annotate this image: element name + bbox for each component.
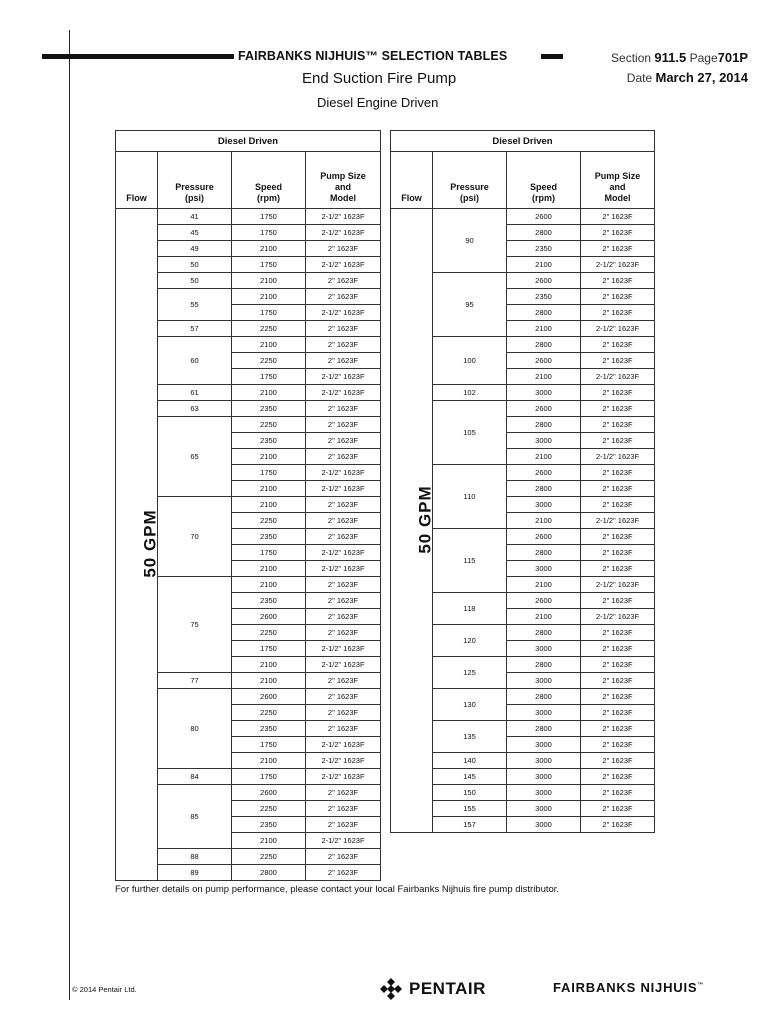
speed-cell: 1750 <box>232 369 306 385</box>
pump-model-cell: 2-1/2" 1623F <box>306 561 381 577</box>
speed-cell: 2800 <box>507 689 581 705</box>
speed-cell: 2350 <box>232 593 306 609</box>
speed-cell: 2100 <box>232 337 306 353</box>
speed-cell: 2100 <box>507 609 581 625</box>
speed-cell: 2800 <box>507 417 581 433</box>
pump-model-cell: 2-1/2" 1623F <box>306 769 381 785</box>
pump-model-cell: 2" 1623F <box>306 513 381 529</box>
pressure-cell: 85 <box>158 785 232 849</box>
pump-model-cell: 2-1/2" 1623F <box>306 833 381 849</box>
pump-model-cell: 2" 1623F <box>306 273 381 289</box>
speed-cell: 2600 <box>232 689 306 705</box>
speed-cell: 2800 <box>507 545 581 561</box>
pump-model-cell: 2" 1623F <box>306 593 381 609</box>
pressure-cell: 115 <box>433 529 507 593</box>
pentair-diamond-icon <box>378 978 404 1000</box>
margin-rule <box>69 30 70 1000</box>
pressure-cell: 102 <box>433 385 507 401</box>
pump-model-cell: 2-1/2" 1623F <box>306 737 381 753</box>
pump-model-cell: 2" 1623F <box>581 289 655 305</box>
pressure-cell: 135 <box>433 721 507 753</box>
pressure-cell: 155 <box>433 801 507 817</box>
table-group-header: Diesel Driven <box>116 131 381 152</box>
pump-model-cell: 2" 1623F <box>581 497 655 513</box>
col-header-flow: Flow <box>391 152 433 209</box>
speed-cell: 3000 <box>507 817 581 833</box>
pump-model-cell: 2-1/2" 1623F <box>306 481 381 497</box>
pump-model-cell: 2" 1623F <box>306 497 381 513</box>
speed-cell: 2350 <box>232 529 306 545</box>
pump-model-cell: 2" 1623F <box>306 625 381 641</box>
pressure-cell: 100 <box>433 337 507 385</box>
pressure-cell: 65 <box>158 417 232 497</box>
pump-model-cell: 2" 1623F <box>581 481 655 497</box>
speed-cell: 2250 <box>232 417 306 433</box>
pump-model-cell: 2-1/2" 1623F <box>581 449 655 465</box>
page-value: 701P <box>717 50 748 65</box>
pump-model-cell: 2" 1623F <box>581 785 655 801</box>
speed-cell: 3000 <box>507 753 581 769</box>
pump-model-cell: 2" 1623F <box>306 401 381 417</box>
speed-cell: 1750 <box>232 305 306 321</box>
pressure-cell: 70 <box>158 497 232 577</box>
pump-model-cell: 2" 1623F <box>581 273 655 289</box>
pump-model-cell: 2" 1623F <box>581 433 655 449</box>
speed-cell: 2100 <box>232 561 306 577</box>
table-column-header-row <box>116 152 381 209</box>
pump-model-cell: 2" 1623F <box>306 529 381 545</box>
col-header-speed: Speed (rpm) <box>232 152 306 209</box>
speed-cell: 2600 <box>232 785 306 801</box>
pressure-cell: 105 <box>433 401 507 465</box>
pump-model-cell: 2-1/2" 1623F <box>581 609 655 625</box>
pump-model-cell: 2" 1623F <box>306 289 381 305</box>
speed-cell: 2800 <box>507 481 581 497</box>
speed-cell: 2100 <box>232 833 306 849</box>
pump-model-cell: 2" 1623F <box>581 689 655 705</box>
speed-cell: 1750 <box>232 769 306 785</box>
speed-cell: 2250 <box>232 513 306 529</box>
pressure-cell: 90 <box>433 209 507 273</box>
speed-cell: 2100 <box>507 449 581 465</box>
speed-cell: 1750 <box>232 225 306 241</box>
pressure-cell: 80 <box>158 689 232 769</box>
pump-model-cell: 2" 1623F <box>306 321 381 337</box>
date-value: March 27, 2014 <box>655 70 748 85</box>
pump-model-cell: 2" 1623F <box>581 657 655 673</box>
date-info <box>627 70 748 85</box>
speed-cell: 2100 <box>507 513 581 529</box>
pump-model-cell: 2" 1623F <box>581 753 655 769</box>
pump-model-cell: 2" 1623F <box>581 417 655 433</box>
speed-cell: 1750 <box>232 257 306 273</box>
speed-cell: 2600 <box>507 401 581 417</box>
flow-cell <box>116 209 158 881</box>
pressure-cell: 130 <box>433 689 507 721</box>
speed-cell: 2100 <box>507 321 581 337</box>
pump-model-cell: 2-1/2" 1623F <box>306 209 381 225</box>
speed-cell: 2800 <box>507 625 581 641</box>
speed-cell: 2800 <box>507 337 581 353</box>
speed-cell: 2100 <box>507 577 581 593</box>
speed-cell: 2800 <box>507 225 581 241</box>
speed-cell: 3000 <box>507 641 581 657</box>
pump-model-cell: 2" 1623F <box>306 417 381 433</box>
speed-cell: 2350 <box>232 817 306 833</box>
speed-cell: 1750 <box>232 545 306 561</box>
pressure-cell: 45 <box>158 225 232 241</box>
speed-cell: 2600 <box>232 609 306 625</box>
pressure-cell: 50 <box>158 273 232 289</box>
speed-cell: 2600 <box>507 529 581 545</box>
pump-model-cell: 2" 1623F <box>306 817 381 833</box>
pump-model-cell: 2" 1623F <box>306 433 381 449</box>
speed-cell: 2100 <box>232 449 306 465</box>
pump-model-cell: 2-1/2" 1623F <box>306 465 381 481</box>
pressure-cell: 150 <box>433 785 507 801</box>
speed-cell: 2600 <box>507 465 581 481</box>
pump-model-cell: 2-1/2" 1623F <box>306 225 381 241</box>
speed-cell: 2600 <box>507 209 581 225</box>
pump-model-cell: 2" 1623F <box>581 737 655 753</box>
pump-model-cell: 2" 1623F <box>306 865 381 881</box>
pump-model-cell: 2" 1623F <box>581 545 655 561</box>
table-group-header-row <box>116 131 381 152</box>
col-header-pump-model: Pump Size and Model <box>581 152 655 209</box>
pump-model-cell: 2" 1623F <box>306 241 381 257</box>
pump-model-cell: 2-1/2" 1623F <box>306 257 381 273</box>
pump-model-cell: 2" 1623F <box>581 705 655 721</box>
table-row <box>391 209 655 225</box>
col-header-pressure: Pressure (psi) <box>158 152 232 209</box>
pressure-cell: 118 <box>433 593 507 625</box>
speed-cell: 2800 <box>507 305 581 321</box>
fairbanks-wordmark: FAIRBANKS NIJHUIS <box>553 980 698 995</box>
pump-model-cell: 2-1/2" 1623F <box>306 369 381 385</box>
speed-cell: 2100 <box>232 273 306 289</box>
pressure-cell: 84 <box>158 769 232 785</box>
speed-cell: 3000 <box>507 497 581 513</box>
trademark-mark: ™ <box>697 982 705 989</box>
pump-model-cell: 2-1/2" 1623F <box>581 577 655 593</box>
pump-model-cell: 2" 1623F <box>581 353 655 369</box>
selection-table-left <box>115 130 381 881</box>
speed-cell: 2100 <box>232 497 306 513</box>
document-title: FAIRBANKS NIJHUIS™ SELECTION TABLES <box>238 49 508 63</box>
pressure-cell: 63 <box>158 401 232 417</box>
pressure-cell: 157 <box>433 817 507 833</box>
pump-model-cell: 2" 1623F <box>306 785 381 801</box>
selection-table-right <box>390 130 655 833</box>
pump-model-cell: 2" 1623F <box>581 817 655 833</box>
col-header-flow: Flow <box>116 152 158 209</box>
pump-model-cell: 2" 1623F <box>306 577 381 593</box>
speed-cell: 1750 <box>232 465 306 481</box>
pump-model-cell: 2" 1623F <box>306 721 381 737</box>
pump-model-cell: 2" 1623F <box>581 673 655 689</box>
fairbanks-nijhuis-logo <box>553 980 704 995</box>
pump-model-cell: 2" 1623F <box>306 609 381 625</box>
speed-cell: 2250 <box>232 353 306 369</box>
speed-cell: 2100 <box>232 657 306 673</box>
speed-cell: 2600 <box>507 273 581 289</box>
speed-cell: 2350 <box>507 289 581 305</box>
pump-model-cell: 2" 1623F <box>306 689 381 705</box>
pump-model-cell: 2" 1623F <box>581 225 655 241</box>
pump-model-cell: 2-1/2" 1623F <box>581 321 655 337</box>
speed-cell: 3000 <box>507 673 581 689</box>
speed-cell: 2250 <box>232 321 306 337</box>
pressure-cell: 49 <box>158 241 232 257</box>
pressure-cell: 140 <box>433 753 507 769</box>
pump-model-cell: 2" 1623F <box>581 593 655 609</box>
pump-model-cell: 2" 1623F <box>581 209 655 225</box>
pump-model-cell: 2" 1623F <box>581 641 655 657</box>
pressure-cell: 61 <box>158 385 232 401</box>
section-page-info <box>611 50 748 65</box>
pressure-cell: 89 <box>158 865 232 881</box>
pump-model-cell: 2-1/2" 1623F <box>581 513 655 529</box>
pentair-logo <box>378 978 486 1000</box>
pump-model-cell: 2" 1623F <box>306 449 381 465</box>
col-header-pump-model: Pump Size and Model <box>306 152 381 209</box>
speed-cell: 2800 <box>232 865 306 881</box>
speed-cell: 2250 <box>232 801 306 817</box>
pentair-wordmark: PENTAIR <box>409 979 486 998</box>
speed-cell: 2800 <box>507 721 581 737</box>
pump-model-cell: 2" 1623F <box>581 529 655 545</box>
document-subtitle: End Suction Fire Pump <box>302 70 457 87</box>
copyright: © 2014 Pentair Ltd. <box>72 985 137 994</box>
speed-cell: 1750 <box>232 737 306 753</box>
flow-cell <box>391 209 433 833</box>
pump-model-cell: 2-1/2" 1623F <box>306 545 381 561</box>
pressure-cell: 77 <box>158 673 232 689</box>
pump-model-cell: 2" 1623F <box>306 353 381 369</box>
speed-cell: 2100 <box>232 289 306 305</box>
speed-cell: 2250 <box>232 849 306 865</box>
table-row <box>116 209 381 225</box>
pressure-cell: 125 <box>433 657 507 689</box>
pump-model-cell: 2" 1623F <box>581 305 655 321</box>
speed-cell: 2350 <box>507 241 581 257</box>
table-group-header: Diesel Driven <box>391 131 655 152</box>
pump-model-cell: 2-1/2" 1623F <box>306 305 381 321</box>
speed-cell: 2350 <box>232 401 306 417</box>
pressure-cell: 110 <box>433 465 507 529</box>
speed-cell: 1750 <box>232 209 306 225</box>
pump-model-cell: 2" 1623F <box>581 401 655 417</box>
pressure-cell: 75 <box>158 577 232 673</box>
pump-model-cell: 2-1/2" 1623F <box>581 257 655 273</box>
pump-model-cell: 2" 1623F <box>581 241 655 257</box>
speed-cell: 3000 <box>507 385 581 401</box>
speed-cell: 2600 <box>507 353 581 369</box>
table-column-header-row <box>391 152 655 209</box>
pump-model-cell: 2" 1623F <box>581 769 655 785</box>
speed-cell: 3000 <box>507 561 581 577</box>
pump-model-cell: 2" 1623F <box>581 625 655 641</box>
speed-cell: 2350 <box>232 721 306 737</box>
speed-cell: 3000 <box>507 785 581 801</box>
pump-model-cell: 2-1/2" 1623F <box>306 657 381 673</box>
header-bar-mid <box>541 54 563 59</box>
document-subtitle-2: Diesel Engine Driven <box>317 95 439 110</box>
pump-model-cell: 2" 1623F <box>581 561 655 577</box>
pressure-cell: 41 <box>158 209 232 225</box>
footnote: For further details on pump performance, please contact your local Fairbanks Nijhuis fire pump distributor. <box>115 884 560 895</box>
pump-model-cell: 2" 1623F <box>306 849 381 865</box>
flow-label: 50 GPM <box>415 484 435 554</box>
speed-cell: 2250 <box>232 625 306 641</box>
date-label: Date <box>626 71 653 85</box>
pump-model-cell: 2" 1623F <box>306 801 381 817</box>
pump-model-cell: 2" 1623F <box>581 337 655 353</box>
speed-cell: 2100 <box>232 481 306 497</box>
header-bar-left <box>42 54 234 59</box>
speed-cell: 2600 <box>507 593 581 609</box>
pump-model-cell: 2-1/2" 1623F <box>306 385 381 401</box>
section-label: Section <box>611 51 652 65</box>
pump-model-cell: 2" 1623F <box>581 801 655 817</box>
speed-cell: 2100 <box>232 673 306 689</box>
speed-cell: 2100 <box>507 369 581 385</box>
pressure-cell: 145 <box>433 769 507 785</box>
pressure-cell: 95 <box>433 273 507 337</box>
col-header-speed: Speed (rpm) <box>507 152 581 209</box>
speed-cell: 2350 <box>232 433 306 449</box>
speed-cell: 2100 <box>232 241 306 257</box>
pump-model-cell: 2-1/2" 1623F <box>306 641 381 657</box>
pump-model-cell: 2" 1623F <box>581 721 655 737</box>
pump-model-cell: 2" 1623F <box>581 465 655 481</box>
speed-cell: 2250 <box>232 705 306 721</box>
section-value: 911.5 <box>654 50 687 65</box>
pump-model-cell: 2" 1623F <box>306 705 381 721</box>
speed-cell: 3000 <box>507 433 581 449</box>
speed-cell: 2100 <box>507 257 581 273</box>
pressure-cell: 55 <box>158 289 232 321</box>
speed-cell: 1750 <box>232 641 306 657</box>
table-group-header-row <box>391 131 655 152</box>
pump-model-cell: 2" 1623F <box>581 385 655 401</box>
speed-cell: 3000 <box>507 705 581 721</box>
pressure-cell: 60 <box>158 337 232 385</box>
speed-cell: 2100 <box>232 385 306 401</box>
speed-cell: 2100 <box>232 753 306 769</box>
page-label: Page <box>689 51 718 65</box>
speed-cell: 2800 <box>507 657 581 673</box>
pressure-cell: 120 <box>433 625 507 657</box>
col-header-pressure: Pressure (psi) <box>433 152 507 209</box>
pressure-cell: 57 <box>158 321 232 337</box>
speed-cell: 2100 <box>232 577 306 593</box>
pump-model-cell: 2-1/2" 1623F <box>306 753 381 769</box>
pump-model-cell: 2-1/2" 1623F <box>581 369 655 385</box>
pressure-cell: 50 <box>158 257 232 273</box>
flow-label: 50 GPM <box>140 508 160 578</box>
speed-cell: 3000 <box>507 737 581 753</box>
pump-model-cell: 2" 1623F <box>306 673 381 689</box>
speed-cell: 3000 <box>507 801 581 817</box>
speed-cell: 3000 <box>507 769 581 785</box>
pressure-cell: 88 <box>158 849 232 865</box>
pump-model-cell: 2" 1623F <box>306 337 381 353</box>
